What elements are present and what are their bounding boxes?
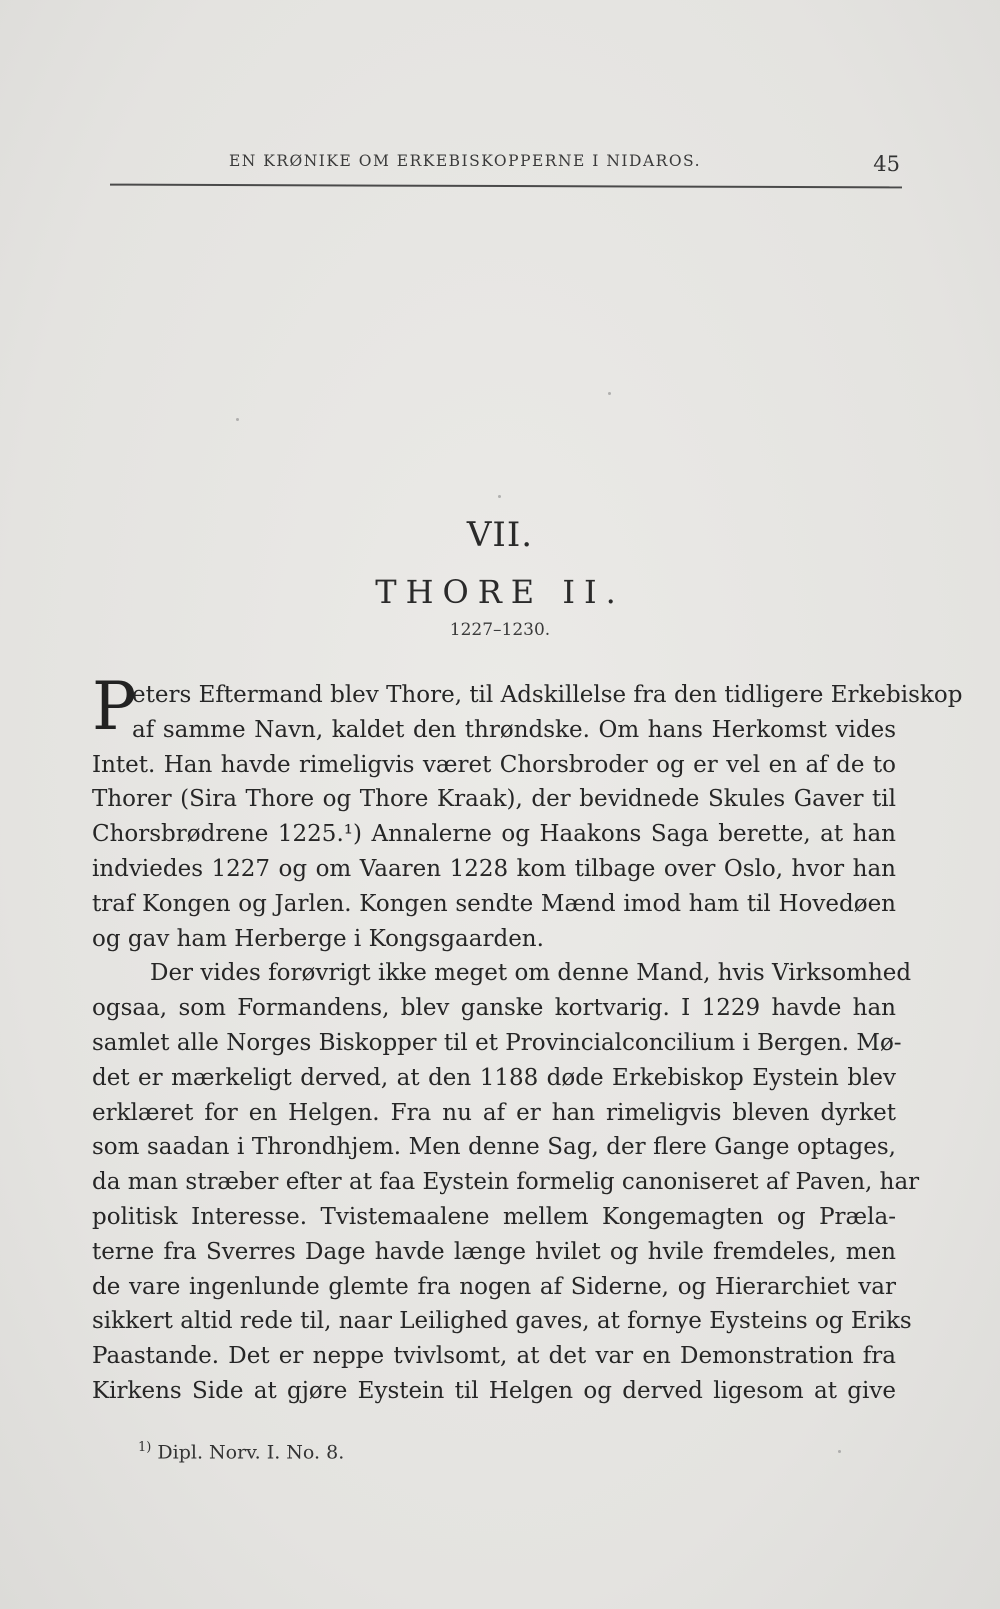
paper-speck <box>608 392 611 395</box>
footnote-text: Dipl. Norv. I. No. 8. <box>157 1441 345 1464</box>
text-line: terne fra Sverres Dage havde længe hvilet og hvile fremdeles, men <box>92 1238 896 1265</box>
paper-speck <box>838 1450 841 1453</box>
text-line: Paastande. Det er neppe tvivlsomt, at det var en Demonstration fra <box>92 1343 896 1370</box>
text-line: da man stræber efter at faa Eystein formelig canoniseret af Paven, har <box>92 1169 920 1196</box>
paragraph-1 <box>92 668 963 956</box>
text-line: Kirkens Side at gjøre Eystein til Helgen og derved ligesom at give <box>92 1377 896 1404</box>
text-line: eters Eftermand blev Thore, til Adskillelse fra den tidligere Erkebiskop <box>132 682 963 708</box>
text-line: de vare ingenlunde glemte fra nogen af Siderne, og Hierarchiet var <box>92 1273 896 1300</box>
text-line: traf Kongen og Jarlen. Kongen sendte Mænd imod ham til Hovedøen <box>92 890 896 917</box>
text-line: ogsaa, som Formandens, blev ganske kortvarig. I 1229 havde han <box>92 995 896 1022</box>
text-line: Der vides forøvrigt ikke meget om denne Mand, hvis Virksomhed <box>150 960 912 987</box>
chapter-title: THORE II. <box>375 573 625 611</box>
footnote-marker: 1) <box>138 1440 152 1455</box>
text-line: Thorer (Sira Thore og Thore Kraak), der bevidnede Skules Gaver til <box>92 786 896 813</box>
running-head <box>110 150 900 186</box>
text-line: politisk Interesse. Tvistemaalene mellem Kongemagten og Præla- <box>92 1203 896 1230</box>
footnote <box>138 1440 344 1463</box>
text-line: indviedes 1227 og om Vaaren 1228 kom tilbage over Oslo, hvor han <box>92 855 896 882</box>
running-head-title: EN KRØNIKE OM ERKEBISKOPPERNE I NIDAROS. <box>228 152 702 170</box>
text-line: af samme Navn, kaldet den thrøndske. Om hans Herkomst vides <box>132 716 896 743</box>
text-line: som saadan i Throndhjem. Men denne Sag, der flere Gange optages, <box>92 1134 896 1161</box>
drop-cap: P <box>92 668 137 745</box>
text-line: det er mærkeligt derved, at den 1188 døde Erkebiskop Eystein blev <box>92 1064 896 1091</box>
page-number: 45 <box>873 152 900 176</box>
paragraph-2 <box>92 956 920 1408</box>
text-line: Chorsbrødrene 1225.¹) Annalerne og Haakons Saga berette, at han <box>92 821 896 848</box>
text-line: sikkert altid rede til, naar Leilighed gaves, at fornye Eysteins og Eriks <box>92 1308 912 1335</box>
paper-speck <box>498 495 501 498</box>
chapter-number: VII. <box>466 515 534 555</box>
text-line: erklæret for en Helgen. Fra nu af er han rimeligvis bleven dyrket <box>92 1099 896 1126</box>
text-line: samlet alle Norges Biskopper til et Provincialconcilium i Bergen. Mø- <box>92 1029 902 1056</box>
paper-speck <box>236 418 239 421</box>
body-text <box>92 668 963 1409</box>
text-line: Intet. Han havde rimeligvis været Chorsbroder og er vel en af de to <box>92 751 896 778</box>
chapter-years: 1227–1230. <box>449 620 551 640</box>
text-line: og gav ham Herberge i Kongsgaarden. <box>92 925 544 952</box>
